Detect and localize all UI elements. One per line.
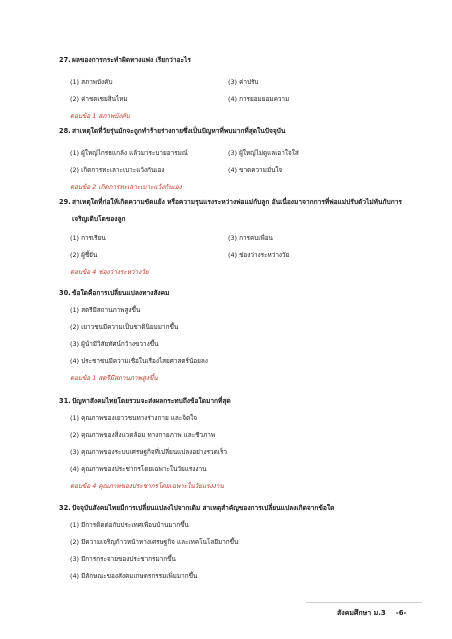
option-1: (1) สตรีมีสถานภาพสูงขึ้น [70,306,141,314]
answer-line: ตอบข้อ 2 เกิดการทะเลาะเบาะแว้งกันเอง [70,183,182,191]
page-number: -6- [395,609,407,617]
question-number: 30. [59,289,71,297]
option-3: (3) ผู้นำมีวิสัยทัศน์กว้างขวางขึ้น [70,340,159,348]
option-2: (2) มีความเจริญก้าวหน้าทางเศรษฐกิจ และเทคโนโลยีมากขึ้น [70,538,239,546]
question-text: ปัจจุบันสังคมไทยมีการเปลี่ยนแปลงไปจากเดิม สาเหตุสำคัญของการเปลี่ยนแปลงเกิดจากข้อใด [72,504,335,512]
option-4: (4) มีลักษณะของสังคมเกษตรกรรมเพิ่มมากขึ้น [70,572,198,580]
option-3: (3) ค่าปรับ [228,78,259,86]
option-4: (4) การยอมยอมความ [228,95,290,103]
option-4: (4) คุณภาพของประชากรโดยเฉพาะในวัยแรงงาน [70,465,207,473]
answer-line: ตอบข้อ 4 คุณภาพของประชากรโดยเฉพาะในวัยแรงงาน [70,482,224,490]
question-number: 32. [59,504,71,512]
option-1: (1) มีการติดต่อกับประเทศเพื่อนบ้านมากขึ้น [70,521,189,529]
question-27 [59,55,412,119]
question-text: สาเหตุใดที่ก่อให้เกิดความขัดแย้ง หรือความรุนแรงระหว่างพ่อแม่กับลูก อันเนื่องมาจากการที่พ่อแม่ปรับตัวไม่ทันกับการเจริญเติบโตของลูก [72,198,402,223]
option-4: (4) ช่องว่างระหว่างวัย [228,251,290,259]
answer-line: ตอบข้อ 1 สภาพบังคับ [70,112,130,120]
question-number: 29. [59,198,71,206]
question-28 [59,126,412,190]
question-29 [59,197,412,282]
option-3: (3) มีการกระจายของประชากรมากขึ้น [70,555,176,563]
footer-title: สังคมศึกษา ม.3 [337,609,386,617]
answer-line: ตอบข้อ 4 ช่องว่างระหว่างวัย [70,268,149,276]
option-3: (3) คุณภาพของระบบเศรษฐกิจที่เปลี่ยนแปลงอย่างรวดเร็ว [70,448,227,456]
option-1: (1) สภาพบังคับ [70,78,113,86]
question-30 [59,288,412,387]
option-2: (2) เยาวชนมีความเป็นชาตินิยมมากขึ้น [70,323,179,331]
question-31 [59,396,412,495]
option-2: (2) ค่าชดเชยสินไหม [70,95,128,103]
question-32 [59,503,412,588]
option-1: (1) การเรียน [70,234,106,242]
option-2: (2) คุณภาพของสิ่งแวดล้อม ทางกายภาพ และชีวภาพ [70,431,216,439]
option-1: (1) คุณภาพของเยาวชนทางร่างกาย และจิตใจ [70,414,197,422]
answer-line: ตอบข้อ 1 สตรีมีสถานภาพสูงขึ้น [70,374,158,382]
option-2: (2) ผู้ชี้ยั่น [70,251,98,259]
option-3: (3) การคบเพื่อน [228,234,273,242]
option-4: (4) ขาดความมั่นใจ [228,166,283,174]
question-text: ผลของการกระทำผิดทางแพ่ง เรียกว่าอะไร [72,56,191,64]
option-3: (3) ผู้ใหญ่ไม่ดูแลเอาใจใส่ [228,149,299,157]
question-number: 28. [59,127,71,135]
question-number: 27. [59,56,71,64]
question-text: ข้อใดคือการเปลี่ยนแปลงทางสังคม [72,289,170,297]
option-4: (4) ประชาชนมีความเชื่อในเรื่องไสยศาสตร์น้อยลง [70,357,208,365]
question-number: 31. [59,397,71,405]
footer-divider [306,602,422,603]
question-text: ปัญหาสังคมไทยโดยรวมจะส่งผลกระทบถึงข้อใดมากที่สุด [72,397,231,405]
option-1: (1) ผู้ใหญ่ไกรธแกล้ง แล้วมาระบายอารมณ์ [70,149,188,157]
question-text: สาเหตุใดที่วัยรุ่นมักจะถูกทำร้ายร่างกายซึ่งเป็นปัญหาที่พบมากที่สุดในปัจจุบัน [72,127,286,135]
option-2: (2) เกิดการทะเลาะเบาะแว้งกันเอง [70,166,165,174]
page-footer [337,608,406,619]
